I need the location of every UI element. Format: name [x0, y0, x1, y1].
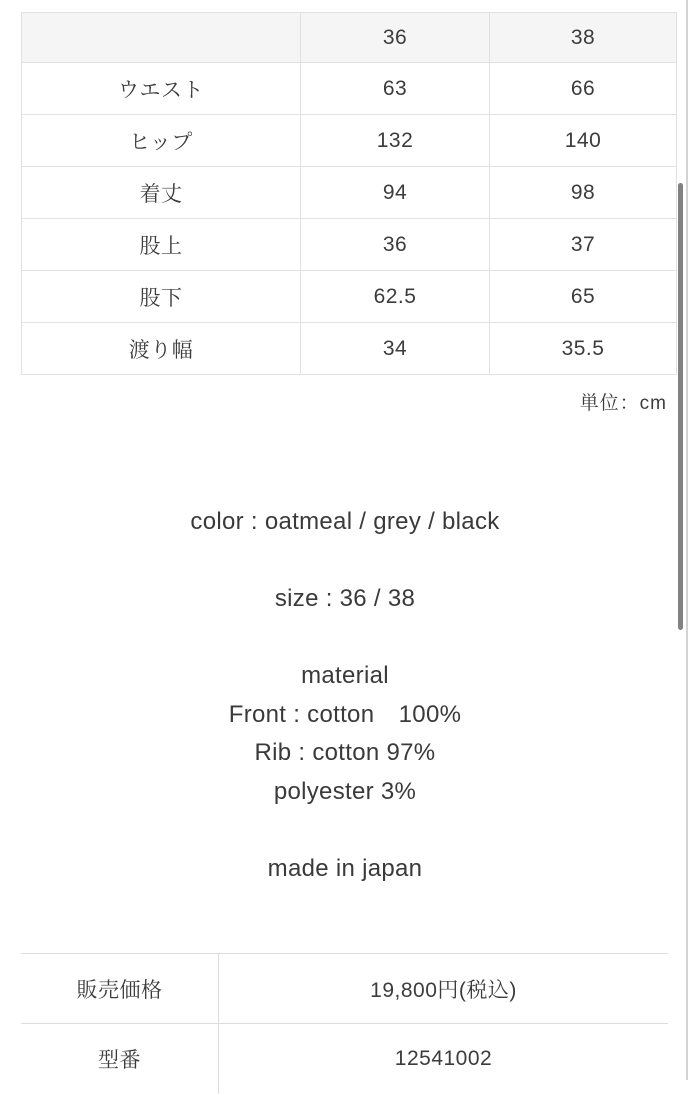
size-header-row: [22, 13, 677, 63]
row-label: 股上: [22, 219, 301, 271]
row-value-36: 34: [301, 323, 490, 375]
scrollbar-thumb[interactable]: [678, 183, 683, 630]
size-spec-table: [21, 12, 677, 375]
origin-line: made in japan: [267, 855, 423, 882]
row-value-38: 37: [490, 219, 677, 271]
table-row-inseam: [22, 271, 677, 323]
page-right-edge-line: [686, 0, 688, 1080]
row-value-36: 132: [301, 115, 490, 167]
price-label: 販売価格: [21, 954, 219, 1024]
model-number-label: 型番: [21, 1024, 219, 1094]
price-table: [21, 953, 668, 1094]
row-value-38: 66: [490, 63, 677, 115]
size-info-line: size : 36 / 38: [274, 585, 416, 612]
material-line-rib: Rib : cotton 97%: [254, 739, 436, 766]
table-row-rise: [22, 219, 677, 271]
unit-note: 単位：cm: [579, 393, 667, 414]
row-value-38: 65: [490, 271, 677, 323]
size-header-38: 38: [490, 13, 677, 63]
table-row-waist: [22, 63, 677, 115]
row-label: 着丈: [22, 167, 301, 219]
row-label: ヒップ: [22, 115, 301, 167]
material-line-front: Front : cotton 100%: [228, 700, 462, 728]
row-value-36: 62.5: [301, 271, 490, 323]
price-value: 19,800円(税込): [370, 978, 517, 1002]
table-row-hip: [22, 115, 677, 167]
row-label: 股下: [22, 271, 301, 323]
row-value-38: 35.5: [490, 323, 677, 375]
model-number-row: [21, 1024, 668, 1094]
row-value-36: 36: [301, 219, 490, 271]
row-value-38: 140: [490, 115, 677, 167]
table-row-length: [22, 167, 677, 219]
row-value-36: 63: [301, 63, 490, 115]
material-line-polyester: polyester 3%: [273, 777, 417, 805]
model-number-value: 12541002: [394, 1046, 493, 1070]
size-header-empty-cell: [22, 13, 301, 63]
material-title: material: [301, 662, 389, 689]
row-value-36: 94: [301, 167, 490, 219]
color-info-line: color : oatmeal / grey / black: [190, 508, 500, 535]
table-row-thigh-width: [22, 323, 677, 375]
material-info-block: [0, 657, 690, 811]
row-label: 渡り幅: [22, 323, 301, 375]
row-value-38: 98: [490, 167, 677, 219]
row-label: ウエスト: [22, 63, 301, 115]
price-row: [21, 954, 668, 1024]
size-header-36: 36: [301, 13, 490, 63]
